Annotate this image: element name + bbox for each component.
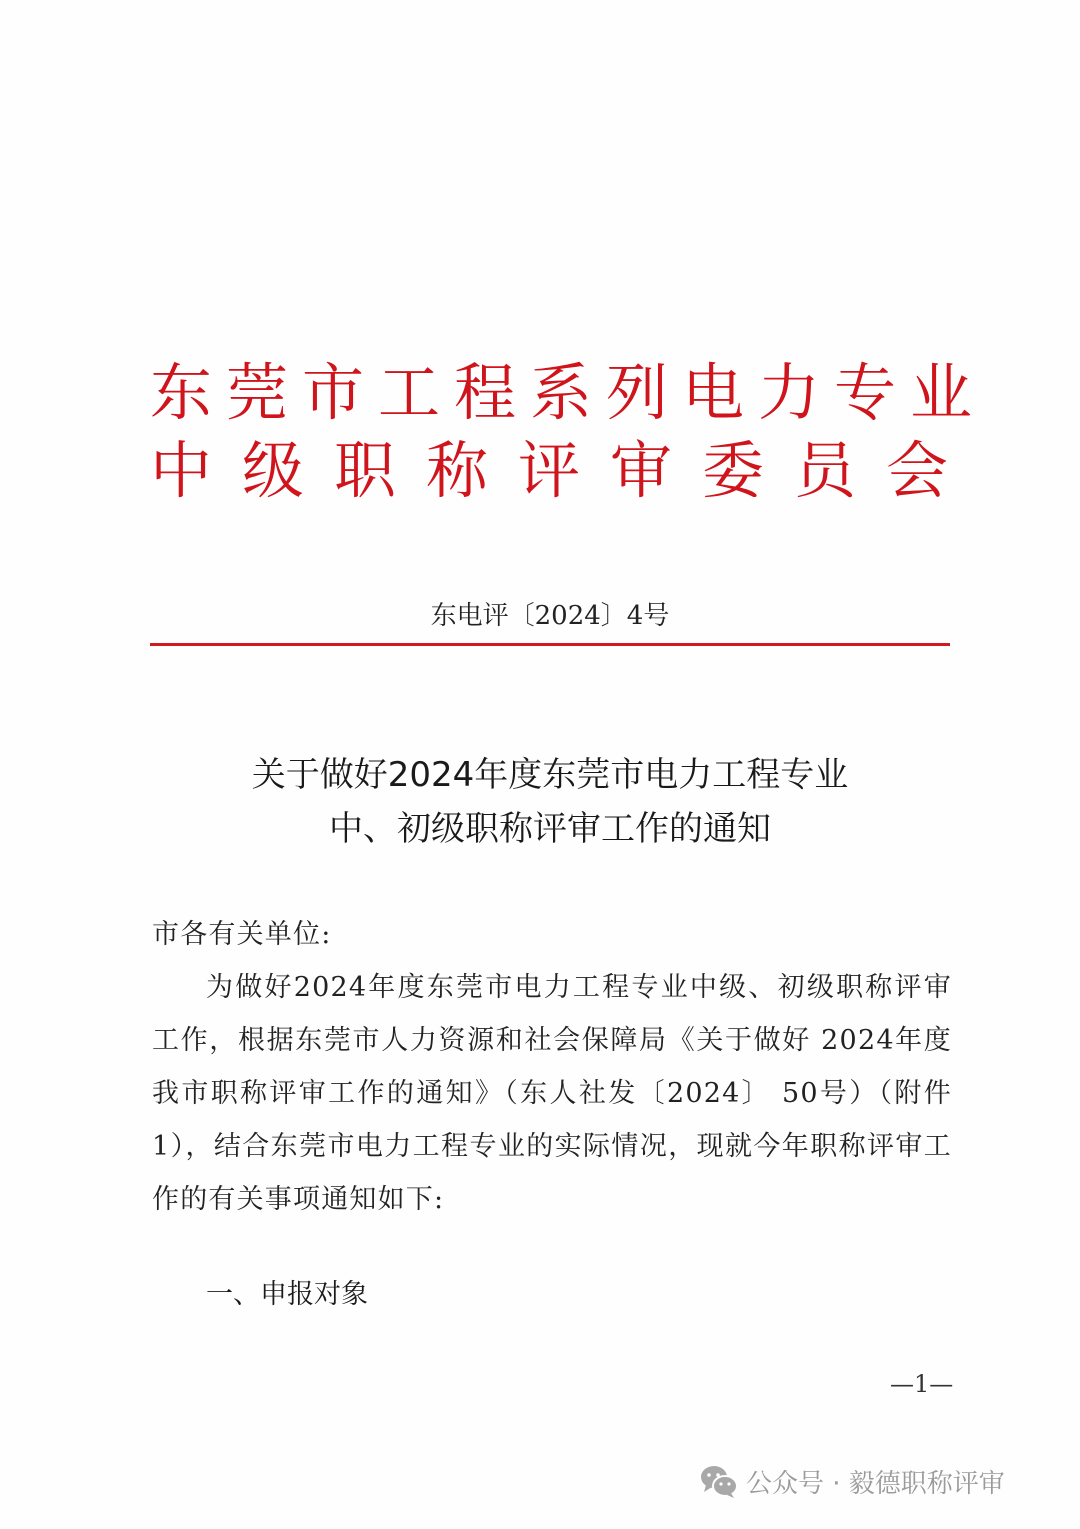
watermark-text: 公众号 · 毅德职称评审 — [746, 1469, 1005, 1499]
wechat-icon — [700, 1465, 736, 1499]
salutation: 市各有关单位: — [152, 919, 332, 950]
page-number: —1— — [890, 1370, 954, 1398]
notice-title-line-2: 中、初级职称评审工作的通知 — [329, 809, 771, 849]
section-heading: 一、申报对象 — [206, 1279, 368, 1310]
red-divider-line — [150, 643, 950, 646]
issuer-name-line-1: 东莞市工程系列电力专业 — [150, 356, 987, 429]
watermark — [700, 1463, 1005, 1500]
issuer-name-line-2: 中级职称评审委员会 — [150, 434, 979, 507]
notice-title-line-1: 关于做好2024年度东莞市电力工程专业 — [251, 755, 849, 795]
document-number: 东电评〔2024〕4号 — [430, 601, 670, 631]
body-paragraph: 为做好2024年度东莞市电力工程专业中级、初级职称评审工作，根据东莞市人力资源和社会保障局《关于做好 2024年度我市职称评审工作的通知》（东人社发〔2024〕 50号）（附件1），结合东莞市电力工程专业的实际情况，现就今年职称评审工作的有关事项通知如下: — [152, 972, 952, 1215]
